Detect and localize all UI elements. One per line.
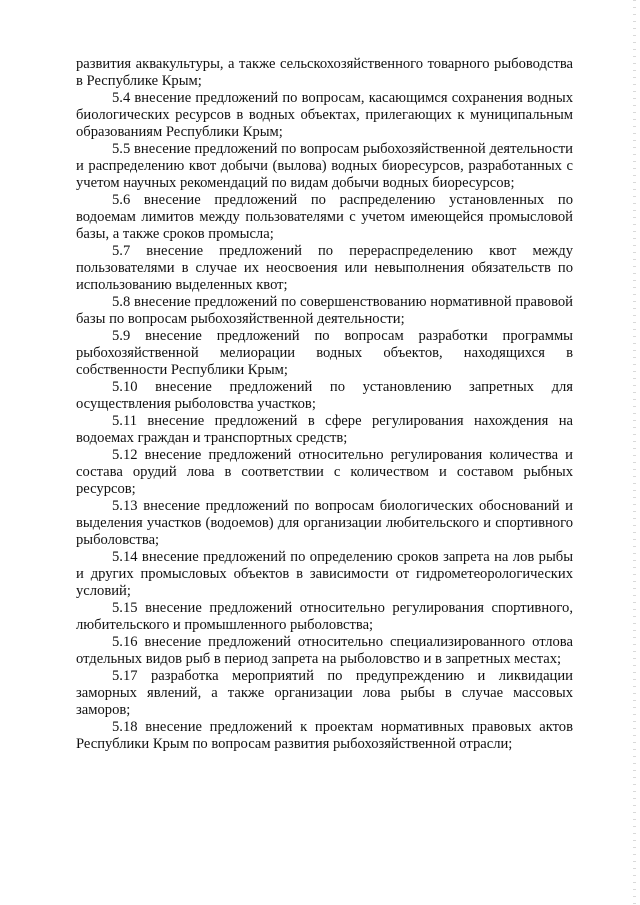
scan-edge-artifact [633,0,636,905]
paragraph-5-10: 5.10 внесение предложений по установлению запретных для осуществления рыболовства участков; [76,379,573,412]
paragraph-5-7: 5.7 внесение предложений по перераспределению квот между пользователями в случае их неосвоения или невыполнения обязательств по использованию выделенных квот; [76,243,573,293]
paragraph-5-15: 5.15 внесение предложений относительно регулирования спортивного, любительского и промышленного рыболовства; [76,600,573,633]
paragraph-continuation: развития аквакультуры, а также сельскохозяйственного товарного рыбоводства в Республике Крым; [76,56,573,89]
paragraph-5-9: 5.9 внесение предложений по вопросам разработки программы рыбохозяйственной мелиорации водных объектов, находящихся в собственности Республики Крым; [76,328,573,378]
paragraph-5-12: 5.12 внесение предложений относительно регулирования количества и состава орудий лова в соответствии с количеством и составом рыбных ресурсов; [76,447,573,497]
paragraph-5-17: 5.17 разработка мероприятий по предупреждению и ликвидации заморных явлений, а также организации лова рыбы в случае массовых заморов; [76,668,573,718]
paragraph-5-11: 5.11 внесение предложений в сфере регулирования нахождения на водоемах граждан и транспортных средств; [76,413,573,446]
paragraph-5-14: 5.14 внесение предложений по определению сроков запрета на лов рыбы и других промысловых объектов в зависимости от гидрометеорологических условий; [76,549,573,599]
paragraph-5-4: 5.4 внесение предложений по вопросам, касающимся сохранения водных биологических ресурсов в водных объектах, прилегающих к муниципальным образованиям Республики Крым; [76,90,573,140]
paragraph-5-13: 5.13 внесение предложений по вопросам биологических обоснований и выделения участков (водоемов) для организации любительского и спортивного рыболовства; [76,498,573,548]
paragraph-5-18: 5.18 внесение предложений к проектам нормативных правовых актов Республики Крым по вопросам развития рыбохозяйственной отрасли; [76,719,573,752]
paragraph-5-6: 5.6 внесение предложений по распределению установленных по водоемам лимитов между пользователями с учетом имеющейся промысловой базы, а также сроков промысла; [76,192,573,242]
paragraph-5-8: 5.8 внесение предложений по совершенствованию нормативной правовой базы по вопросам рыбохозяйственной деятельности; [76,294,573,327]
paragraph-5-16: 5.16 внесение предложений относительно специализированного отлова отдельных видов рыб в период запрета на рыболовство и в запретных местах; [76,634,573,667]
document-body [76,56,573,753]
paragraph-5-5: 5.5 внесение предложений по вопросам рыбохозяйственной деятельности и распределению квот добычи (вылова) водных биоресурсов, разработанных с учетом научных рекомендаций по видам добычи водных биоресурсов; [76,141,573,191]
